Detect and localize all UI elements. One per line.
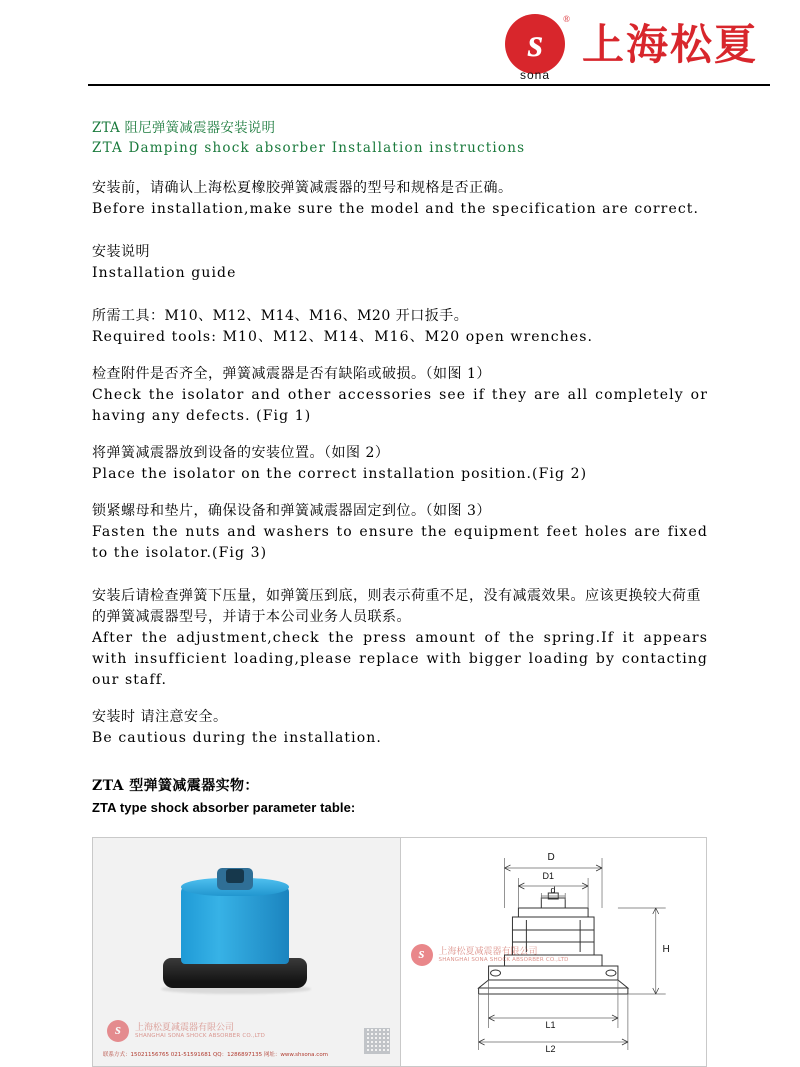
photo-isolator-bolt (226, 869, 244, 883)
section-heading-en: ZTA type shock absorber parameter table: (92, 800, 356, 815)
paragraph-tools (92, 306, 708, 348)
safety-cn: 安装时 请注意安全。 (92, 709, 228, 725)
drawing-watermark-company-en: SHANGHAI SONA SHOCK ABSORBER CO.,LTD (438, 957, 569, 964)
step-check-en: Check the isolator and other accessories see if they are all completely or having any defects. (Fig 1) (92, 387, 708, 424)
step-fasten-en: Fasten the nuts and washers to ensure the equipment feet holes are fixed to the isolator.(Fig 3) (92, 524, 708, 561)
document-title (92, 118, 708, 158)
step-fasten-cn: 锁紧螺母和垫片，确保设备和弹簧减震器固定到位。（如图 3） (92, 503, 491, 519)
title-cn: ZTA 阻尼弹簧减震器安装说明 (92, 120, 276, 136)
dimension-label-d: d (550, 885, 556, 895)
dimension-label-D1: D1 (542, 871, 555, 881)
installation-guide-en: Installation guide (92, 265, 237, 281)
watermark-company-cn: 上海松夏减震器有限公司 (135, 1022, 235, 1033)
paragraph-step-check (92, 364, 708, 427)
photo-watermark (107, 1020, 265, 1042)
paragraph-pre-installation-cn: 安装前，请确认上海松夏橡胶弹簧减震器的型号和规格是否正确。 (92, 180, 513, 196)
logo-subtext: sona (519, 68, 550, 82)
installation-guide-cn: 安装说明 (92, 244, 150, 260)
section-heading-cn: ZTA 型弹簧减震器实物： (92, 778, 259, 794)
document-body (0, 92, 800, 1067)
tools-cn: 所需工具：M10、M12、M14、M16、M20 开口扳手。 (92, 308, 469, 324)
figure-row (92, 837, 707, 1067)
step-place-en: Place the isolator on the correct installation position.(Fig 2) (92, 466, 588, 482)
paragraph-step-place (92, 443, 708, 485)
sona-logo-icon (498, 14, 572, 80)
step-check-cn: 检查附件是否齐全，弹簧减震器是否有缺陷或破损。（如图 1） (92, 366, 491, 382)
safety-en: Be cautious during the installation. (92, 730, 382, 746)
watermark-company-en: SHANGHAI SONA SHOCK ABSORBER CO.,LTD (135, 1033, 266, 1040)
drawing-watermark (411, 944, 569, 966)
paragraph-installation-guide (92, 242, 708, 284)
paragraph-step-fasten (92, 501, 708, 564)
qr-code-icon (364, 1028, 390, 1054)
drawing-watermark-logo-icon: s (411, 944, 433, 966)
figure-product-photo (93, 838, 400, 1066)
watermark-logo-icon: s (107, 1020, 129, 1042)
company-logo (498, 14, 770, 80)
page-header (0, 0, 800, 92)
section-heading (92, 775, 708, 819)
company-name-cn: 上海松夏 (581, 20, 758, 69)
dimension-label-L2: L2 (545, 1044, 556, 1054)
product-photo-image (93, 838, 400, 1066)
post-adjustment-en: After the adjustment,check the press amount of the spring.If it appears with insufficient loading,please replace with bigger loading by contacting our staff. (92, 630, 708, 688)
paragraph-post-adjustment (92, 586, 708, 691)
header-divider (88, 84, 770, 86)
watermark-contact: 联系方式：15021156765 021-51591681 QQ：1286897135 网址：www.shsona.com (103, 1052, 329, 1058)
tools-en: Required tools: M10、M12、M14、M16、M20 open wrenches. (92, 329, 594, 345)
figure-technical-drawing (400, 838, 707, 1066)
dimension-label-L1: L1 (545, 1020, 556, 1030)
photo-isolator-body (181, 886, 289, 964)
paragraph-safety (92, 707, 708, 749)
title-en: ZTA Damping shock absorber Installation instructions (92, 140, 526, 156)
paragraph-pre-installation-en: Before installation,make sure the model and the specification are correct. (92, 201, 700, 217)
dimension-label-D: D (547, 852, 555, 863)
logo-letter: s (505, 14, 565, 74)
technical-drawing-image (401, 838, 707, 1066)
post-adjustment-cn: 安装后请检查弹簧下压量，如弹簧压到底，则表示荷重不足，没有减震效果。应该更换较大荷重的弹簧减震器型号，并请于本公司业务人员联系。 (92, 588, 701, 625)
step-place-cn: 将弹簧减震器放到设备的安装位置。（如图 2） (92, 445, 390, 461)
registered-trademark-icon: ® (563, 14, 570, 24)
paragraph-pre-installation (92, 178, 708, 220)
drawing-watermark-company-cn: 上海松夏减震器有限公司 (438, 946, 538, 957)
dimension-label-H: H (662, 944, 670, 955)
